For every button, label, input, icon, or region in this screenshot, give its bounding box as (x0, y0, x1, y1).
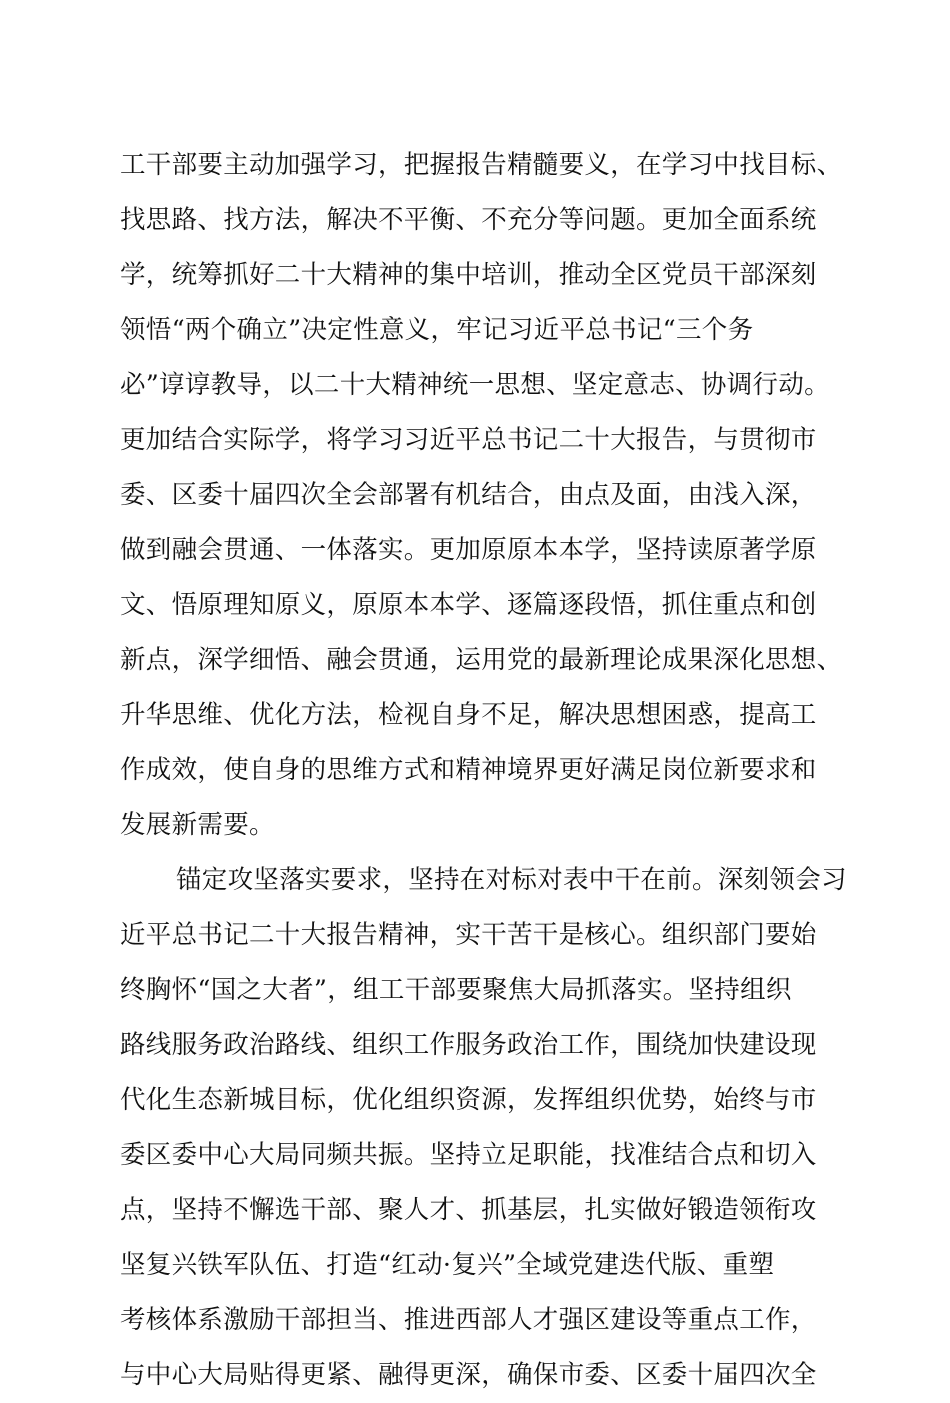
text-line: 委区委中心大局同频共振。坚持立足职能，找准结合点和切入 (120, 1140, 817, 1170)
text-line: 更加结合实际学，将学习习近平总书记二十大报告，与贯彻市 (120, 425, 817, 455)
text-line: 路线服务政治路线、组织工作服务政治工作，围绕加快建设现 (120, 1030, 817, 1060)
text-line: 委、区委十届四次全会部署有机结合，由点及面，由浅入深， (120, 480, 817, 510)
text-line: 发展新需要。 (120, 810, 275, 840)
text-line: 找思路、找方法，解决不平衡、不充分等问题。更加全面系统 (120, 205, 817, 235)
text-line: 文、悟原理知原义，原原本本学、逐篇逐段悟，抓住重点和创 (120, 590, 817, 620)
text-line: 与中心大局贴得更紧、融得更深，确保市委、区委十届四次全 (120, 1360, 817, 1390)
text-line: 作成效，使自身的思维方式和精神境界更好满足岗位新要求和 (120, 755, 817, 785)
text-line: 学，统筹抓好二十大精神的集中培训，推动全区党员干部深刻 (120, 260, 817, 290)
text-line: 升华思维、优化方法，检视自身不足，解决思想困惑，提高工 (120, 700, 817, 730)
text-line: 代化生态新城目标，优化组织资源，发挥组织优势，始终与市 (120, 1085, 817, 1115)
body-text (120, 138, 850, 1403)
text-line: 做到融会贯通、一体落实。更加原原本本学，坚持读原著学原 (120, 535, 817, 565)
text-line: 终胸怀“国之大者”，组工干部要聚焦大局抓落实。坚持组织 (120, 975, 792, 1005)
text-line: 锚定攻坚落实要求，坚持在对标对表中干在前。深刻领会习 (176, 865, 847, 895)
text-line: 工干部要主动加强学习，把握报告精髓要义，在学习中找目标、 (120, 150, 843, 180)
text-line: 考核体系激励干部担当、推进西部人才强区建设等重点工作， (120, 1305, 817, 1335)
text-line: 坚复兴铁军队伍、打造“红动·复兴”全域党建迭代版、重塑 (120, 1250, 775, 1280)
text-line: 新点，深学细悟、融会贯通，运用党的最新理论成果深化思想、 (120, 645, 843, 675)
text-line: 必”谆谆教导，以二十大精神统一思想、坚定意志、协调行动。 (120, 370, 830, 400)
text-line: 近平总书记二十大报告精神，实干苦干是核心。组织部门要始 (120, 920, 817, 950)
paragraph-1 (120, 138, 850, 853)
text-line: 领悟“两个确立”决定性意义，牢记习近平总书记“三个务 (120, 315, 754, 345)
paragraph-2 (120, 853, 850, 1403)
text-line: 点，坚持不懈选干部、聚人才、抓基层，扎实做好锻造领衔攻 (120, 1195, 817, 1225)
